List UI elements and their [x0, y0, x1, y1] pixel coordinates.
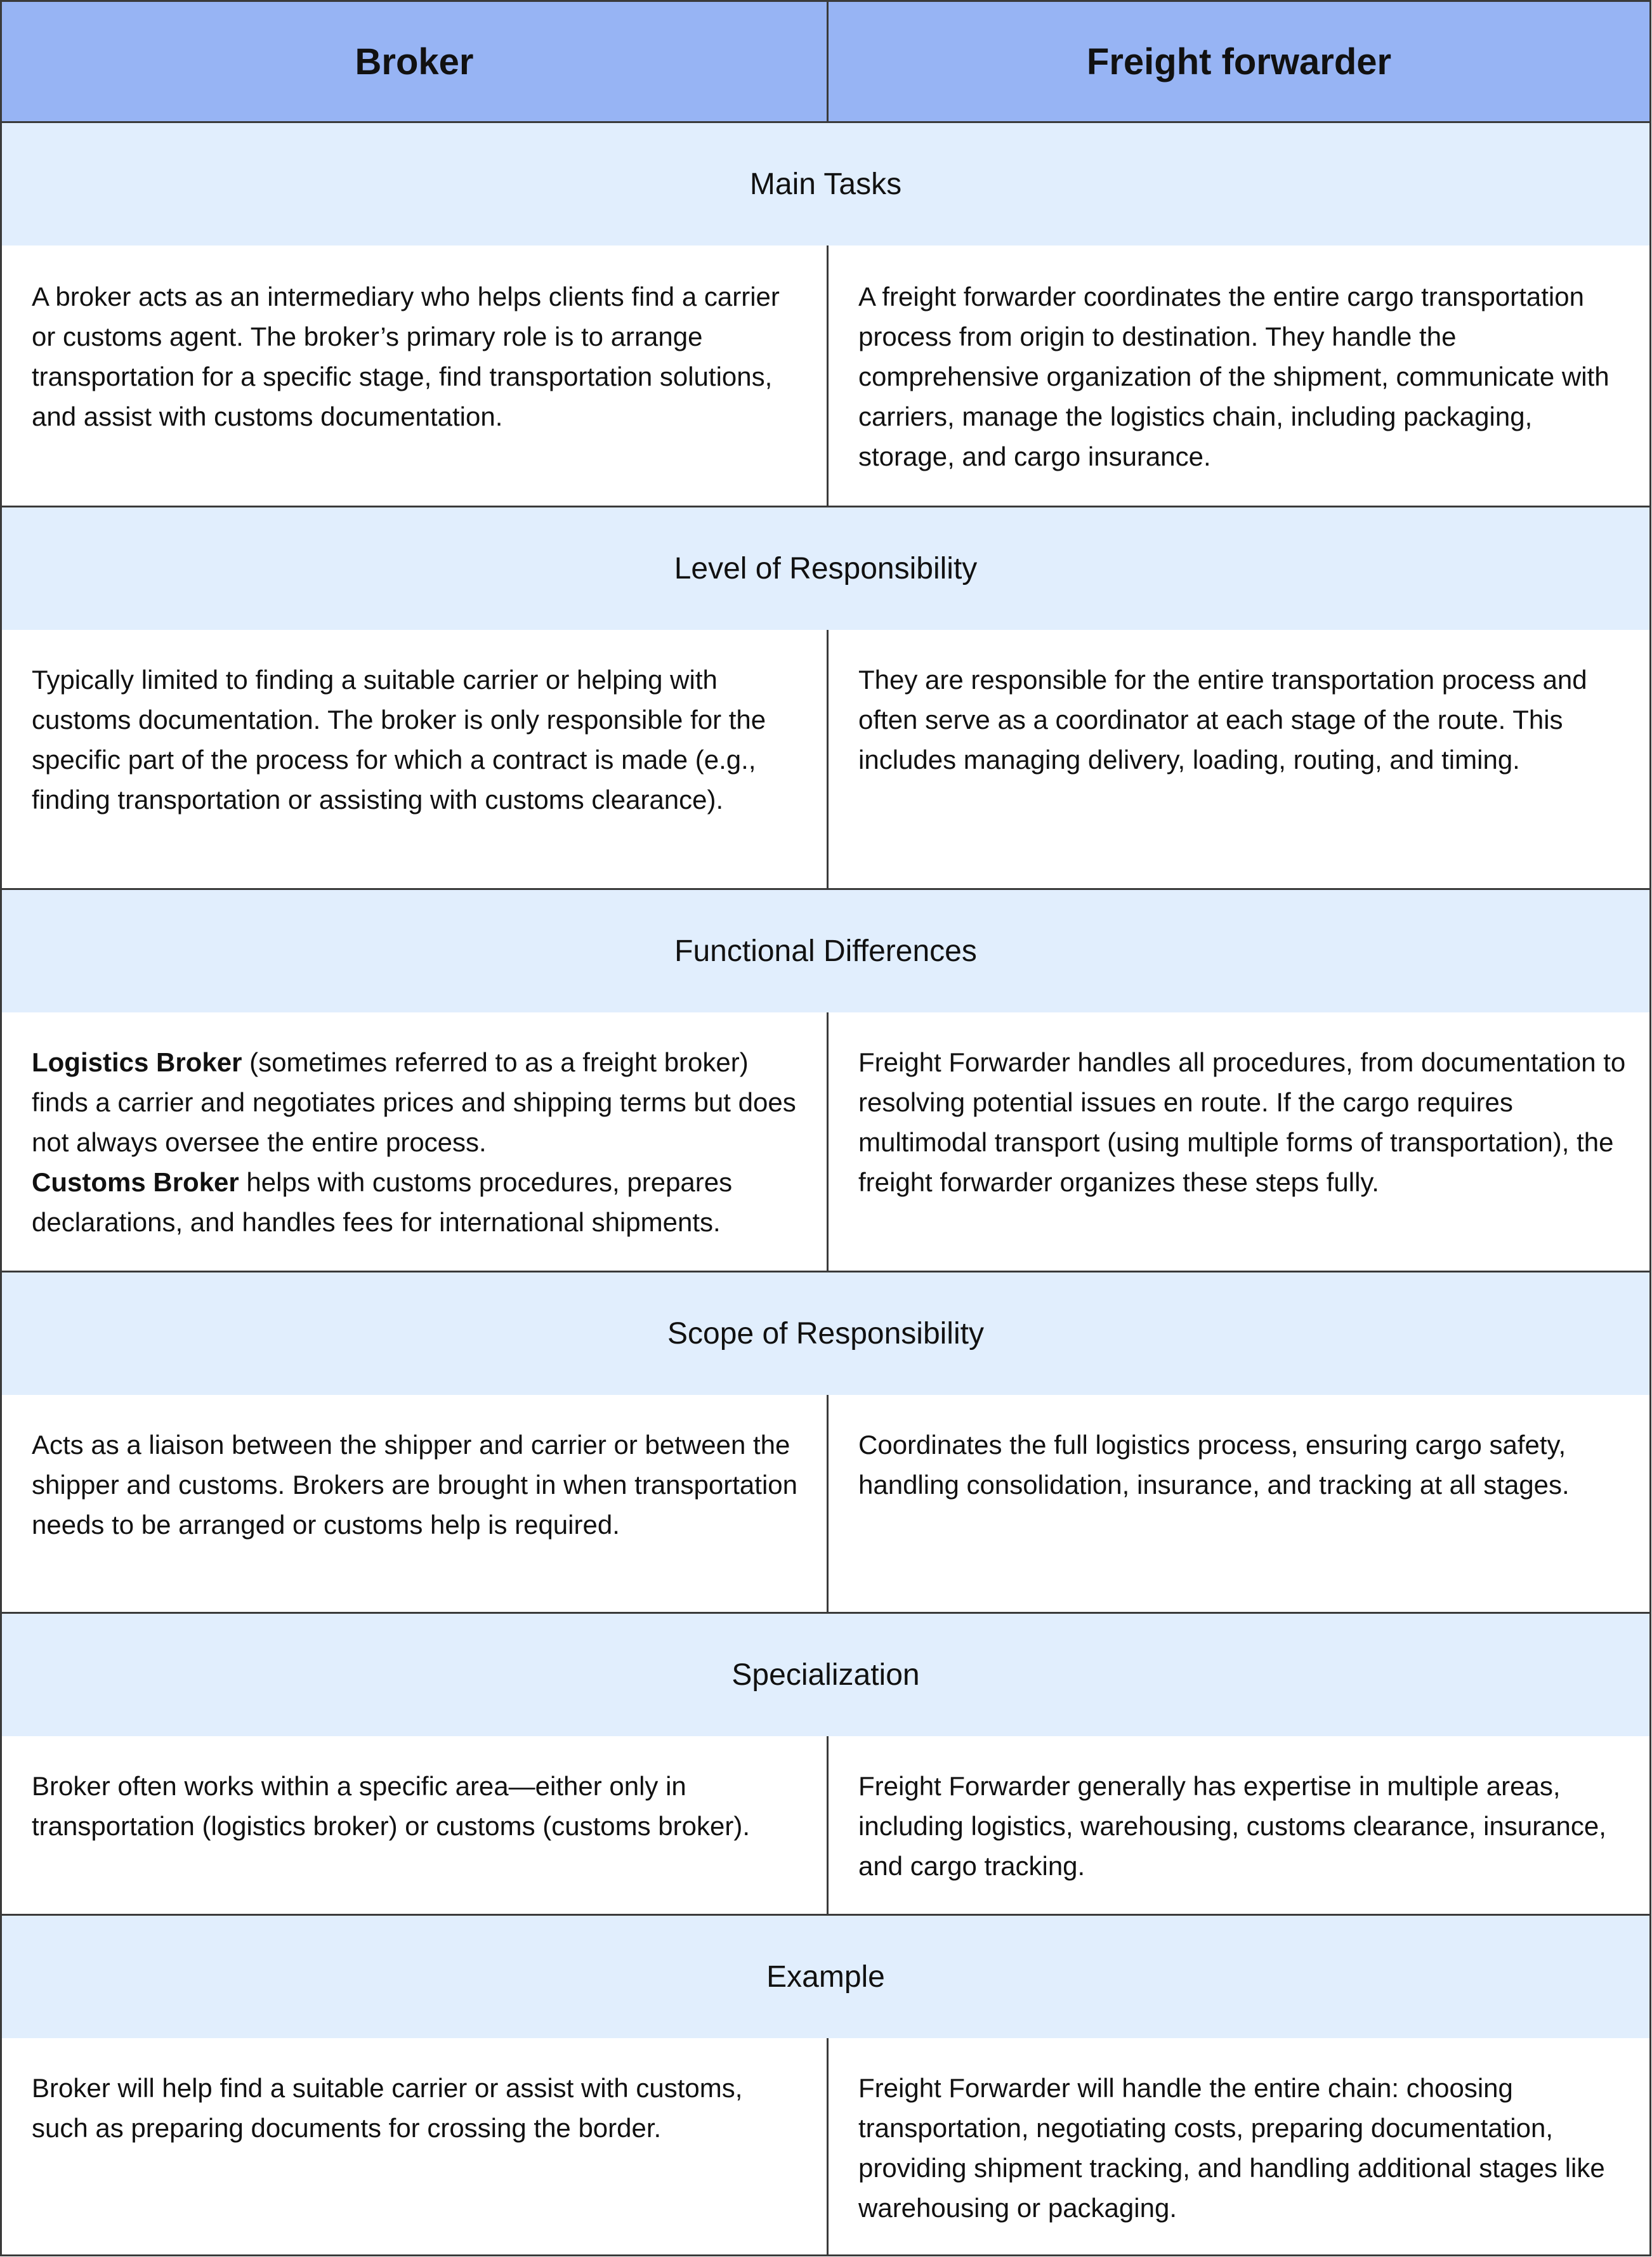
column-divider	[827, 630, 829, 888]
section-functional-differences	[2, 890, 1649, 1271]
section-title: Scope of Responsibility	[2, 1272, 1649, 1395]
section-specialization	[2, 1614, 1649, 1914]
column-divider	[827, 1012, 829, 1271]
forwarder-cell: They are responsible for the entire transportation process and often serve as a coordinator at each stage of the route. This includes managing delivery, loading, routing, and timing.	[858, 665, 1587, 775]
broker-cell: A broker acts as an intermediary who helps clients find a carrier or customs agent. The broker’s primary role is to arrange transportation for a specific stage, find transportation solutions, and assist with customs documentation.	[32, 282, 780, 431]
section-title: Specialization	[2, 1614, 1649, 1736]
forwarder-cell: Freight Forwarder will handle the entire chain: choosing transportation, negotiating costs, preparing documentation, providing shipment tracking, and handling additional stages like warehousing or packaging.	[858, 2073, 1605, 2223]
header-broker: Broker	[355, 41, 474, 82]
section-level-of-responsibility	[2, 507, 1649, 888]
section-main-tasks	[2, 123, 1649, 506]
header-freight-forwarder: Freight forwarder	[827, 2, 1649, 121]
section-title: Level of Responsibility	[2, 507, 1649, 630]
forwarder-cell: Freight Forwarder generally has expertise in multiple areas, including logistics, warehousing, customs clearance, insurance, and cargo tracking.	[858, 1771, 1606, 1881]
broker-cell: Acts as a liaison between the shipper and carrier or between the shipper and customs. Brokers are brought in when transportation needs to be arranged or customs help is required.	[32, 1430, 797, 1540]
logistics-broker-text: (sometimes referred to as a freight broker) finds a carrier and negotiates prices and shipping terms but does not always oversee the entire process.	[32, 1047, 796, 1157]
broker-cell: Typically limited to finding a suitable carrier or helping with customs documentation. The broker is only responsible for the specific part of the process for which a contract is made (e.g., finding transportation or assisting with customs clearance).	[32, 665, 766, 814]
column-divider	[827, 245, 829, 506]
customs-broker-text: helps with customs procedures, prepares declarations, and handles fees for international shipments.	[32, 1167, 733, 1237]
logistics-broker-term: Logistics Broker	[32, 1047, 242, 1077]
forwarder-cell: Coordinates the full logistics process, ensuring cargo safety, handling consolidation, insurance, and tracking at all stages.	[858, 1430, 1570, 1500]
broker-cell: Broker often works within a specific area—either only in transportation (logistics broker) or customs (customs broker).	[32, 1771, 751, 1841]
section-example	[2, 1916, 1649, 2256]
column-divider	[827, 2038, 829, 2256]
broker-cell: Broker will help find a suitable carrier or assist with customs, such as preparing documents for crossing the border.	[32, 2073, 743, 2143]
section-title: Example	[2, 1916, 1649, 2038]
section-title: Main Tasks	[2, 123, 1649, 245]
section-title: Functional Differences	[2, 890, 1649, 1012]
section-scope-of-responsibility	[2, 1272, 1649, 1612]
forwarder-cell: Freight Forwarder handles all procedures, from documentation to resolving potential issues en route. If the cargo requires multimodal transport (using multiple forms of transportation), the freight forwarder organizes these steps fully.	[858, 1047, 1626, 1197]
column-divider	[827, 1395, 829, 1612]
customs-broker-term: Customs Broker	[32, 1167, 239, 1197]
forwarder-cell: A freight forwarder coordinates the entire cargo transportation process from origin to destination. They handle the comprehensive organization of the shipment, communicate with carriers, manage the logistics chain, including packaging, storage, and cargo insurance.	[858, 282, 1609, 471]
column-divider	[827, 1736, 829, 1914]
table-header	[2, 2, 1649, 123]
broker-cell	[32, 1042, 806, 1242]
